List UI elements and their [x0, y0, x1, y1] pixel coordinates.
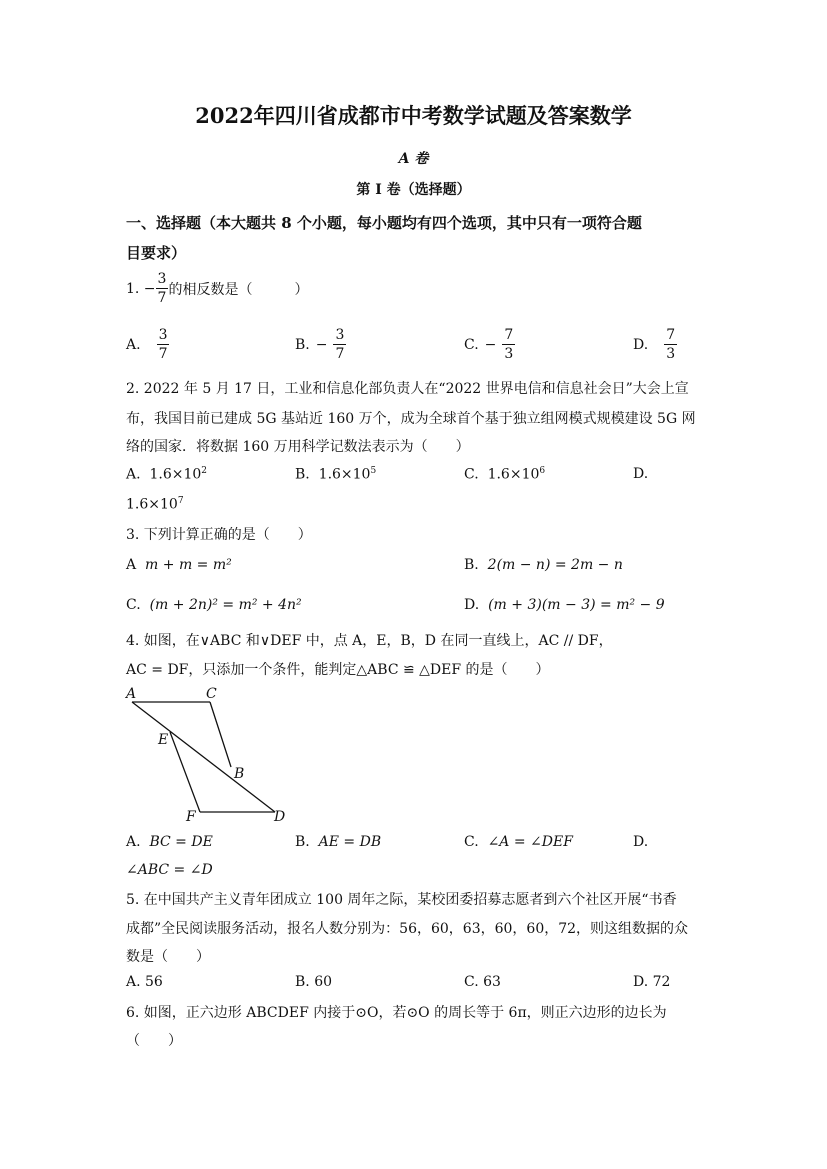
question-4-line1: 4. 如图，在∨ABC 和∨DEF 中，点 A，E，B，D 在同一直线上，AC // DF，: [126, 633, 613, 649]
option-label: A: [126, 557, 137, 573]
q5-option-a[interactable]: A. 56: [126, 974, 163, 990]
q1-denominator: 7: [157, 290, 167, 306]
option-label: B.: [464, 557, 479, 573]
option-exponent: 2: [201, 466, 208, 476]
q1-option-d[interactable]: [633, 328, 677, 361]
q1-option-b[interactable]: [295, 328, 346, 361]
q1-suffix: 的相反数是（ ）: [168, 281, 309, 298]
numerator: 3: [335, 327, 345, 343]
option-fraction: [333, 328, 346, 361]
numerator: 7: [666, 327, 676, 343]
option-exponent: 5: [370, 466, 377, 476]
q1-option-a[interactable]: [126, 328, 169, 361]
option-label: B.: [295, 336, 310, 353]
numerator: 7: [504, 327, 514, 343]
q2-option-d-label[interactable]: D.: [633, 466, 649, 482]
q4-option-d[interactable]: ∠ABC = ∠D: [126, 862, 213, 878]
q2-option-b[interactable]: [295, 466, 376, 483]
question-2-line1: 2. 2022 年 5 月 17 日，工业和信息化部负责人在“2022 世界电信和信息社会日”大会上宣: [126, 381, 689, 397]
q4-option-a[interactable]: [126, 834, 213, 850]
section-heading-line2: 目要求）: [126, 244, 187, 262]
question-5-line3: 数是（ ）: [126, 949, 210, 965]
label-a: A: [126, 686, 137, 702]
segment-ad: [132, 702, 275, 812]
q4-option-b[interactable]: [295, 834, 381, 850]
option-sign: −: [484, 336, 497, 353]
section-heading-line1: 一、选择题（本大题共 8 个小题，每小题均有四个选项，其中只有一项符合题: [126, 214, 642, 232]
question-2-line3: 络的国家．将数据 160 万用科学记数法表示为（ ）: [126, 439, 470, 455]
option-exponent: 6: [539, 466, 546, 476]
option-label: A.: [126, 336, 141, 353]
option-sign: −: [315, 336, 328, 353]
option-expression: 2(m − n) = 2m − n: [487, 557, 623, 573]
question-5-line2: 成都”全民阅读服务活动，报名人数分别为：56，60，63，60，60，72，则这组数据的众: [126, 921, 689, 937]
option-label: D.: [464, 597, 480, 613]
question-5-line1: 5. 在中国共产主义青年团成立 100 周年之际，某校团委招募志愿者到六个社区开展“书香: [126, 892, 677, 908]
option-expression: m + m = m²: [145, 557, 232, 573]
option-label: C.: [126, 597, 141, 613]
option-expression: (m + 3)(m − 3) = m² − 9: [488, 597, 665, 613]
q2-option-c[interactable]: [464, 466, 545, 483]
segment-ef: [170, 732, 200, 812]
q5-option-c[interactable]: C. 63: [464, 974, 501, 990]
label-d: D: [274, 809, 286, 824]
option-expression: BC = DE: [149, 834, 213, 850]
question-3-stem: 3. 下列计算正确的是（ ）: [126, 527, 312, 543]
label-f: F: [186, 809, 196, 824]
segment-cb: [210, 702, 231, 767]
option-label: A.: [126, 466, 141, 483]
question-4-line2: AC = DF，只添加一个条件，能判定△ABC ≌ △DEF 的是（ ）: [126, 662, 550, 678]
q2-option-a[interactable]: [126, 466, 207, 483]
numerator: 3: [158, 327, 168, 343]
q3-option-a[interactable]: [126, 557, 232, 573]
question-2-line2: 布，我国目前已建成 5G 基站近 160 万个，成为全球首个基于独立组网模式规模建设 5G 网: [126, 411, 696, 427]
option-label: C.: [464, 834, 479, 850]
option-fraction: [157, 328, 170, 361]
denominator: 3: [666, 346, 676, 362]
option-label: A.: [126, 834, 141, 850]
q5-option-b[interactable]: B. 60: [295, 974, 333, 990]
option-expression: AE = DB: [318, 834, 382, 850]
q4-option-d-label[interactable]: D.: [633, 834, 649, 850]
option-fraction: [664, 328, 677, 361]
volume-label: A 卷: [398, 151, 429, 167]
option-expression: ∠A = ∠DEF: [487, 834, 573, 850]
q1-fraction: [156, 272, 169, 305]
option-label: B.: [295, 466, 310, 483]
question-6-line2: （ ）: [126, 1033, 182, 1049]
label-b: B: [234, 766, 245, 782]
question-1-stem: [126, 272, 308, 305]
page-title: 2022年四川省成都市中考数学试题及答案数学: [195, 103, 632, 128]
label-c: C: [206, 686, 217, 702]
option-label: D.: [633, 336, 649, 353]
q2-option-d[interactable]: [126, 496, 184, 513]
q1-option-c[interactable]: [464, 328, 515, 361]
option-base: 1.6×10: [318, 466, 371, 483]
option-expression: (m + 2n)² = m² + 4n²: [149, 597, 302, 613]
option-fraction: [502, 328, 515, 361]
q4-figure: [120, 684, 300, 824]
option-label: C.: [464, 466, 479, 483]
option-base: 1.6×10: [149, 466, 202, 483]
option-label: B.: [295, 834, 310, 850]
option-label: C.: [464, 336, 479, 353]
question-6-line1: 6. 如图，正六边形 ABCDEF 内接于⊙O，若⊙O 的周长等于 6π，则正六边形的边长为: [126, 1005, 667, 1021]
q5-option-d[interactable]: D. 72: [633, 974, 671, 990]
denominator: 7: [335, 346, 345, 362]
option-base: 1.6×10: [126, 496, 178, 513]
q3-option-d[interactable]: [464, 597, 665, 613]
label-e: E: [158, 732, 169, 748]
denominator: 7: [158, 346, 168, 362]
denominator: 3: [504, 346, 514, 362]
option-base: 1.6×10: [487, 466, 540, 483]
q1-numerator: 3: [157, 271, 167, 287]
q4-option-c[interactable]: [464, 834, 573, 850]
q3-option-b[interactable]: [464, 557, 623, 573]
q3-option-c[interactable]: [126, 597, 302, 613]
part-label: 第 I 卷（选择题）: [356, 182, 471, 198]
q1-prefix: 1. −: [126, 280, 156, 297]
option-exponent: 7: [177, 496, 184, 506]
